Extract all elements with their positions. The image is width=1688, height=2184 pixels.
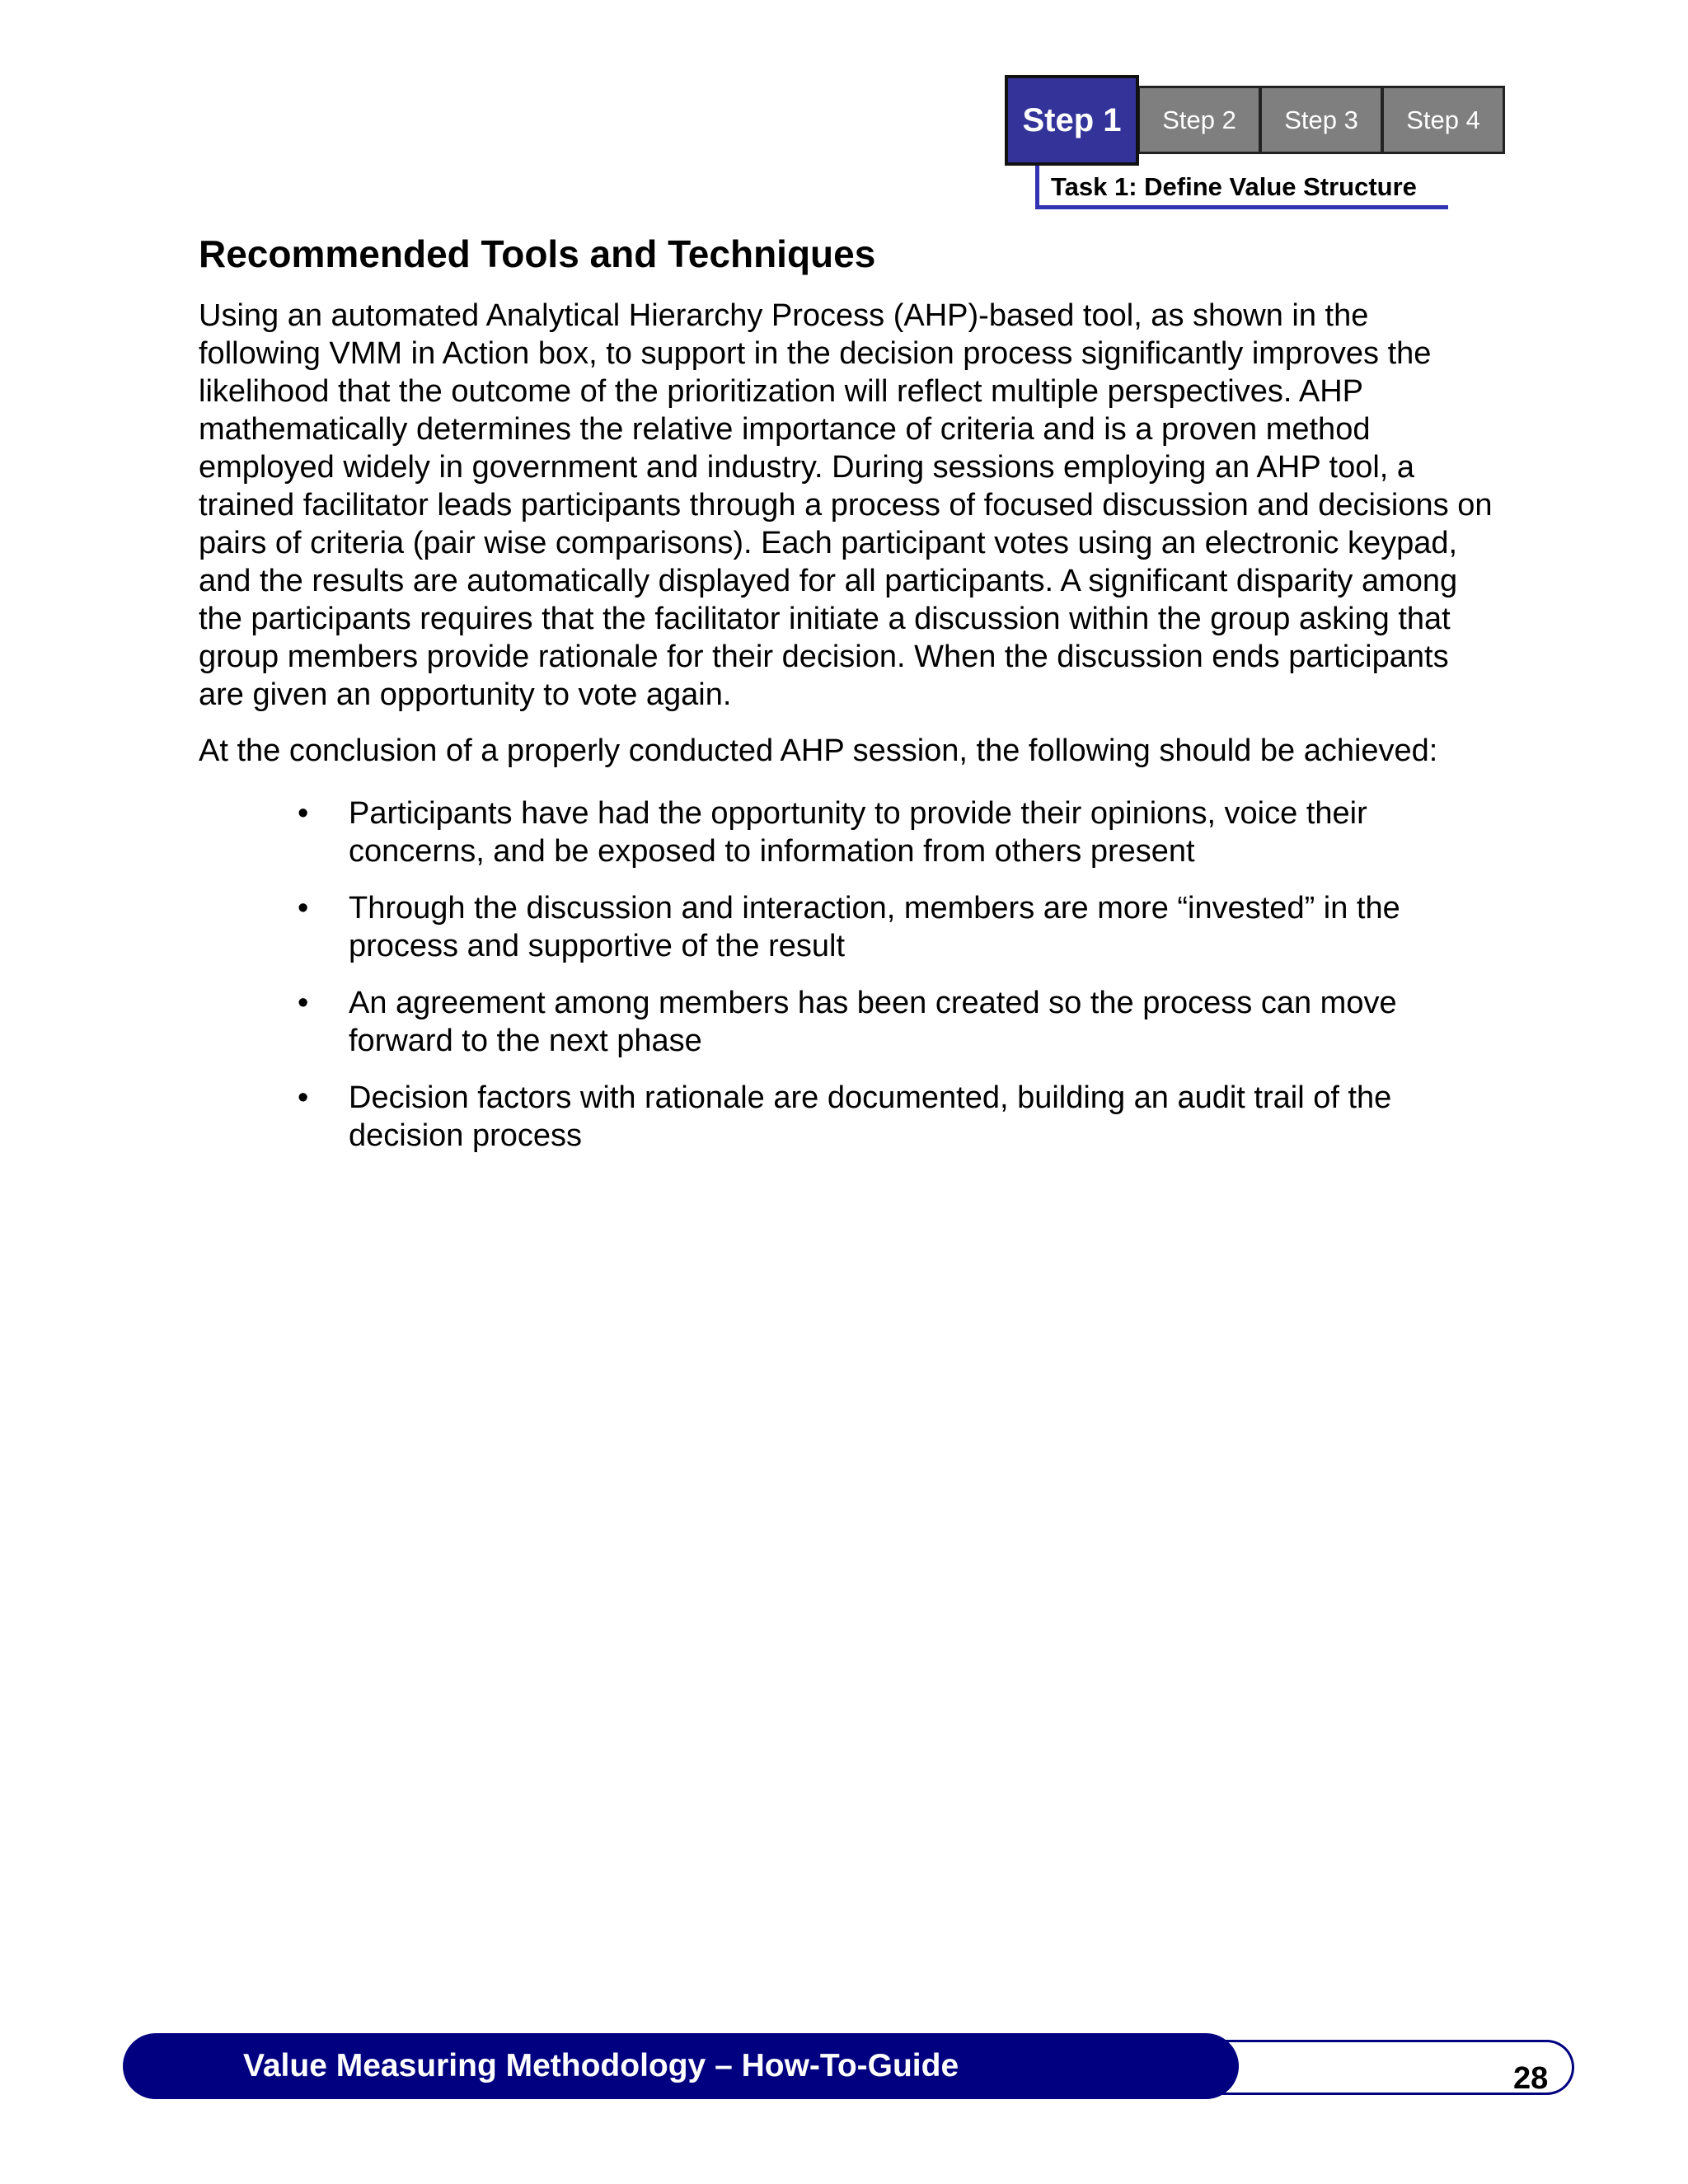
step-3-tab[interactable]: Step 3 <box>1259 86 1383 154</box>
body-paragraph-1: Using an automated Analytical Hierarchy Process (AHP)-based tool, as shown in the following VMM in Action box, to support in the decision process significantly improves the likelihood that the outcome of the prioritization will reflect multiple perspectives. AHP mathematically determines the relative importance of criteria and is a proven method employed widely in government and industry. During sessions employing an AHP tool, a trained facilitator leads participants through a process of focused discussion and decisions on pairs of criteria (pair wise comparisons). Each participant votes using an electronic keypad, and the results are automatically displayed for all participants. A significant disparity among the participants requires that the facilitator initiate a discussion within the group asking that group members provide rationale for their decision. When the discussion ends participants are given an opportunity to vote again. <box>199 298 1493 712</box>
section-heading: Recommended Tools and Techniques <box>199 232 876 275</box>
bullet-icon: • <box>298 891 309 926</box>
bullet-icon: • <box>298 986 309 1020</box>
list-item <box>298 984 1484 1060</box>
task-label: Task 1: Define Value Structure <box>1051 172 1417 201</box>
page-number: 28 <box>1513 2061 1549 2096</box>
list-item-text: An agreement among members has been created so the process can move forward to the next phase <box>349 986 1397 1058</box>
footer-bar <box>123 2033 1239 2099</box>
list-item <box>298 794 1484 870</box>
main-content <box>199 231 1493 1174</box>
step-4-tab[interactable]: Step 4 <box>1381 86 1505 154</box>
list-item <box>298 1079 1484 1155</box>
list-item-text: Through the discussion and interaction, members are more “invested” in the process and supportive of the result <box>349 891 1400 963</box>
footer-title: Value Measuring Methodology – How-To-Guide <box>243 2048 959 2083</box>
list-item <box>298 889 1484 965</box>
bullet-list <box>298 794 1484 1155</box>
step-1-tab[interactable]: Step 1 <box>1005 75 1139 166</box>
bullet-icon: • <box>298 1080 309 1115</box>
list-item-text: Participants have had the opportunity to provide their opinions, voice their concerns, and be exposed to information from others present <box>349 796 1367 869</box>
step-2-tab[interactable]: Step 2 <box>1137 86 1261 154</box>
bullet-icon: • <box>298 796 309 831</box>
body-paragraph-2: At the conclusion of a properly conducted AHP session, the following should be achieved: <box>199 733 1438 768</box>
list-item-text: Decision factors with rationale are documented, building an audit trail of the decision process <box>349 1080 1392 1153</box>
